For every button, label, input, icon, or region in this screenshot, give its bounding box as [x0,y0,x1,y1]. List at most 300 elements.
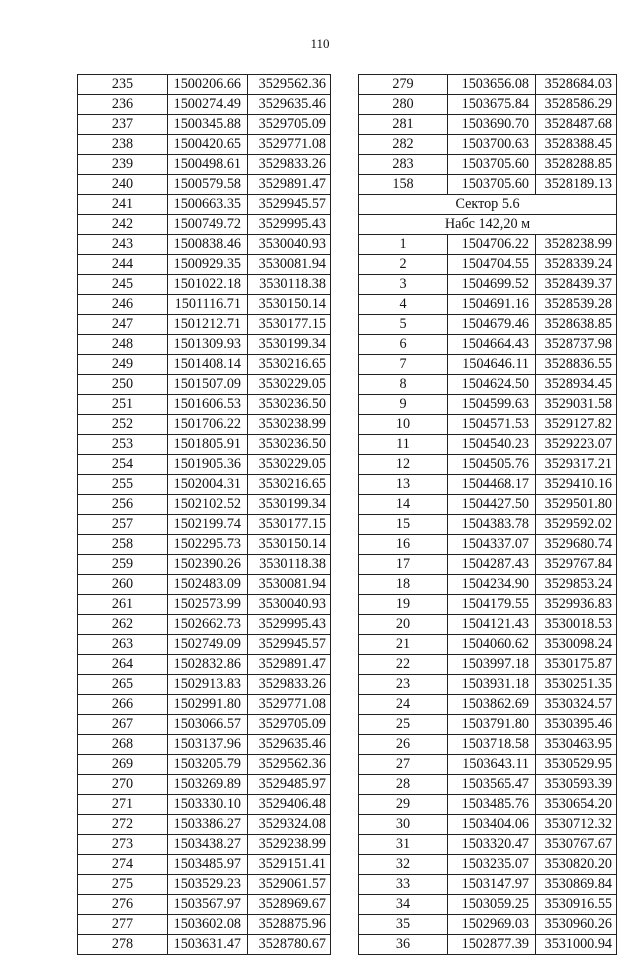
point-number: 264 [78,655,168,675]
sector-title: Сектор 5.6 [359,195,617,215]
point-number: 246 [78,295,168,315]
y-coordinate: 3530177.15 [248,315,331,335]
x-coordinate: 1503705.60 [448,175,536,195]
table-row [359,595,617,615]
y-coordinate: 3530238.99 [248,415,331,435]
point-number: 277 [78,915,168,935]
point-number: 257 [78,515,168,535]
x-coordinate: 1501905.36 [168,455,248,475]
table-row [78,295,331,315]
y-coordinate: 3528875.96 [248,915,331,935]
x-coordinate: 1503862.69 [448,695,536,715]
y-coordinate: 3530150.14 [248,295,331,315]
point-number: 2 [359,255,448,275]
table-row [78,235,331,255]
x-coordinate: 1504337.07 [448,535,536,555]
table-row [359,155,617,175]
point-number: 235 [78,75,168,95]
table-row [78,335,331,355]
x-coordinate: 1500274.49 [168,95,248,115]
table-row [359,635,617,655]
x-coordinate: 1502483.09 [168,575,248,595]
table-row [359,675,617,695]
y-coordinate: 3529945.57 [248,635,331,655]
y-coordinate: 3528737.98 [536,335,617,355]
y-coordinate: 3528288.85 [536,155,617,175]
table-row [359,95,617,115]
page-number: 110 [310,36,330,51]
point-number: 244 [78,255,168,275]
y-coordinate: 3530229.05 [248,375,331,395]
x-coordinate: 1503791.80 [448,715,536,735]
x-coordinate: 1503567.97 [168,895,248,915]
x-coordinate: 1502295.73 [168,535,248,555]
point-number: 273 [78,835,168,855]
table-row [78,255,331,275]
point-number: 29 [359,795,448,815]
x-coordinate: 1504234.90 [448,575,536,595]
sector-title-row [359,195,617,215]
y-coordinate: 3530712.32 [536,815,617,835]
point-number: 238 [78,135,168,155]
y-coordinate: 3529767.84 [536,555,617,575]
x-coordinate: 1503059.25 [448,895,536,915]
x-coordinate: 1501606.53 [168,395,248,415]
table-row [359,655,617,675]
point-number: 243 [78,235,168,255]
point-number: 20 [359,615,448,635]
point-number: 158 [359,175,448,195]
y-coordinate: 3529771.08 [248,135,331,155]
point-number: 5 [359,315,448,335]
table-row [359,455,617,475]
y-coordinate: 3529635.46 [248,735,331,755]
point-number: 275 [78,875,168,895]
table-row [359,615,617,635]
y-coordinate: 3529406.48 [248,795,331,815]
x-coordinate: 1500663.35 [168,195,248,215]
y-coordinate: 3529127.82 [536,415,617,435]
table-row [359,395,617,415]
x-coordinate: 1504540.23 [448,435,536,455]
table-row [78,835,331,855]
x-coordinate: 1500420.65 [168,135,248,155]
table-row [78,215,331,235]
y-coordinate: 3530118.38 [248,275,331,295]
y-coordinate: 3529061.57 [248,875,331,895]
y-coordinate: 3528539.28 [536,295,617,315]
point-number: 240 [78,175,168,195]
table-row [359,875,617,895]
x-coordinate: 1501408.14 [168,355,248,375]
y-coordinate: 3530820.20 [536,855,617,875]
point-number: 245 [78,275,168,295]
y-coordinate: 3529936.83 [536,595,617,615]
y-coordinate: 3530251.35 [536,675,617,695]
point-number: 24 [359,695,448,715]
point-number: 3 [359,275,448,295]
x-coordinate: 1504646.11 [448,355,536,375]
table-row [78,135,331,155]
x-coordinate: 1503602.08 [168,915,248,935]
y-coordinate: 3528934.45 [536,375,617,395]
point-number: 21 [359,635,448,655]
table-row [359,175,617,195]
y-coordinate: 3530236.50 [248,395,331,415]
coordinates-table-left [77,74,331,955]
x-coordinate: 1500345.88 [168,115,248,135]
y-coordinate: 3530199.34 [248,335,331,355]
x-coordinate: 1503718.58 [448,735,536,755]
table-row [359,335,617,355]
x-coordinate: 1503700.63 [448,135,536,155]
table-row [78,395,331,415]
y-coordinate: 3530216.65 [248,355,331,375]
y-coordinate: 3529317.21 [536,455,617,475]
y-coordinate: 3529995.43 [248,215,331,235]
table-row [78,935,331,955]
table-row [78,155,331,175]
table-row [359,275,617,295]
y-coordinate: 3529891.47 [248,175,331,195]
x-coordinate: 1502199.74 [168,515,248,535]
table-row [359,475,617,495]
x-coordinate: 1502749.09 [168,635,248,655]
x-coordinate: 1503675.84 [448,95,536,115]
x-coordinate: 1501022.18 [168,275,248,295]
x-coordinate: 1503330.10 [168,795,248,815]
y-coordinate: 3529031.58 [536,395,617,415]
x-coordinate: 1500929.35 [168,255,248,275]
x-coordinate: 1503235.07 [448,855,536,875]
point-number: 252 [78,415,168,435]
point-number: 4 [359,295,448,315]
table-row [359,75,617,95]
y-coordinate: 3529853.24 [536,575,617,595]
point-number: 279 [359,75,448,95]
y-coordinate: 3530199.34 [248,495,331,515]
x-coordinate: 1503485.76 [448,795,536,815]
point-number: 15 [359,515,448,535]
x-coordinate: 1503997.18 [448,655,536,675]
y-coordinate: 3528586.29 [536,95,617,115]
y-coordinate: 3529705.09 [248,715,331,735]
point-number: 263 [78,635,168,655]
point-number: 276 [78,895,168,915]
point-number: 35 [359,915,448,935]
y-coordinate: 3529833.26 [248,675,331,695]
x-coordinate: 1504679.46 [448,315,536,335]
y-coordinate: 3529485.97 [248,775,331,795]
table-row [78,95,331,115]
x-coordinate: 1503404.06 [448,815,536,835]
point-number: 248 [78,335,168,355]
point-number: 19 [359,595,448,615]
table-row [78,275,331,295]
table-row [78,815,331,835]
table-row [78,675,331,695]
table-row [359,555,617,575]
point-number: 253 [78,435,168,455]
point-number: 26 [359,735,448,755]
point-number: 271 [78,795,168,815]
table-row [359,795,617,815]
point-number: 236 [78,95,168,115]
x-coordinate: 1504699.52 [448,275,536,295]
y-coordinate: 3530395.46 [536,715,617,735]
point-number: 25 [359,715,448,735]
x-coordinate: 1504691.16 [448,295,536,315]
x-coordinate: 1503438.27 [168,835,248,855]
y-coordinate: 3529501.80 [536,495,617,515]
point-number: 250 [78,375,168,395]
table-row [78,315,331,335]
x-coordinate: 1504287.43 [448,555,536,575]
y-coordinate: 3528487.68 [536,115,617,135]
table-row [78,775,331,795]
y-coordinate: 3528189.13 [536,175,617,195]
point-number: 237 [78,115,168,135]
x-coordinate: 1504706.22 [448,235,536,255]
y-coordinate: 3530916.55 [536,895,617,915]
point-number: 13 [359,475,448,495]
y-coordinate: 3528439.37 [536,275,617,295]
y-coordinate: 3529833.26 [248,155,331,175]
point-number: 265 [78,675,168,695]
y-coordinate: 3530593.39 [536,775,617,795]
point-number: 14 [359,495,448,515]
y-coordinate: 3529324.08 [248,815,331,835]
y-coordinate: 3528684.03 [536,75,617,95]
x-coordinate: 1503066.57 [168,715,248,735]
point-number: 259 [78,555,168,575]
y-coordinate: 3530040.93 [248,595,331,615]
x-coordinate: 1503931.18 [448,675,536,695]
y-coordinate: 3530960.26 [536,915,617,935]
table-row [78,715,331,735]
x-coordinate: 1504468.17 [448,475,536,495]
x-coordinate: 1502573.99 [168,595,248,615]
point-number: 281 [359,115,448,135]
y-coordinate: 3530177.15 [248,515,331,535]
table-row [359,295,617,315]
table-row [78,695,331,715]
point-number: 22 [359,655,448,675]
point-number: 261 [78,595,168,615]
table-row [78,915,331,935]
point-number: 282 [359,135,448,155]
point-number: 33 [359,875,448,895]
coordinates-table-right [358,74,617,955]
x-coordinate: 1504427.50 [448,495,536,515]
table-row [78,375,331,395]
table-row [359,775,617,795]
x-coordinate: 1504179.55 [448,595,536,615]
y-coordinate: 3529635.46 [248,95,331,115]
table-row [78,595,331,615]
x-coordinate: 1500206.66 [168,75,248,95]
table-row [359,355,617,375]
point-number: 28 [359,775,448,795]
table-row [359,935,617,955]
y-coordinate: 3530229.05 [248,455,331,475]
point-number: 255 [78,475,168,495]
point-number: 283 [359,155,448,175]
x-coordinate: 1503631.47 [168,935,248,955]
x-coordinate: 1501116.71 [168,295,248,315]
x-coordinate: 1502969.03 [448,915,536,935]
x-coordinate: 1502662.73 [168,615,248,635]
table-row [78,475,331,495]
point-number: 249 [78,355,168,375]
point-number: 268 [78,735,168,755]
y-coordinate: 3529771.08 [248,695,331,715]
y-coordinate: 3530018.53 [536,615,617,635]
point-number: 260 [78,575,168,595]
point-number: 1 [359,235,448,255]
x-coordinate: 1503690.70 [448,115,536,135]
x-coordinate: 1501309.93 [168,335,248,355]
x-coordinate: 1504704.55 [448,255,536,275]
x-coordinate: 1501706.22 [168,415,248,435]
y-coordinate: 3530654.20 [536,795,617,815]
y-coordinate: 3530081.94 [248,255,331,275]
x-coordinate: 1504121.43 [448,615,536,635]
y-coordinate: 3530175.87 [536,655,617,675]
point-number: 32 [359,855,448,875]
x-coordinate: 1503137.96 [168,735,248,755]
table-row [359,755,617,775]
y-coordinate: 3530040.93 [248,235,331,255]
x-coordinate: 1503705.60 [448,155,536,175]
table-row [359,715,617,735]
table-row [78,355,331,375]
point-number: 278 [78,935,168,955]
y-coordinate: 3528388.45 [536,135,617,155]
y-coordinate: 3529592.02 [536,515,617,535]
x-coordinate: 1503565.47 [448,775,536,795]
table-row [78,655,331,675]
point-number: 12 [359,455,448,475]
point-number: 256 [78,495,168,515]
x-coordinate: 1503643.11 [448,755,536,775]
table-row [359,235,617,255]
point-number: 11 [359,435,448,455]
table-row [78,555,331,575]
table-row [359,375,617,395]
y-coordinate: 3529562.36 [248,75,331,95]
x-coordinate: 1503205.79 [168,755,248,775]
x-coordinate: 1501212.71 [168,315,248,335]
point-number: 274 [78,855,168,875]
table-row [78,75,331,95]
y-coordinate: 3530529.95 [536,755,617,775]
table-row [78,635,331,655]
x-coordinate: 1502877.39 [448,935,536,955]
table-row [359,415,617,435]
y-coordinate: 3528780.67 [248,935,331,955]
table-row [359,515,617,535]
x-coordinate: 1503656.08 [448,75,536,95]
table-row [359,115,617,135]
point-number: 27 [359,755,448,775]
point-number: 254 [78,455,168,475]
point-number: 241 [78,195,168,215]
table-row [78,895,331,915]
table-row [359,535,617,555]
table-row [78,535,331,555]
sector-depth-row [359,215,617,235]
y-coordinate: 3531000.94 [536,935,617,955]
x-coordinate: 1504505.76 [448,455,536,475]
point-number: 36 [359,935,448,955]
table-row [78,755,331,775]
point-number: 9 [359,395,448,415]
x-coordinate: 1500838.46 [168,235,248,255]
y-coordinate: 3530216.65 [248,475,331,495]
point-number: 258 [78,535,168,555]
x-coordinate: 1503320.47 [448,835,536,855]
table-row [78,195,331,215]
table-row [359,895,617,915]
table-row [359,135,617,155]
y-coordinate: 3530463.95 [536,735,617,755]
y-coordinate: 3529891.47 [248,655,331,675]
y-coordinate: 3529410.16 [536,475,617,495]
y-coordinate: 3529223.07 [536,435,617,455]
table-row [359,435,617,455]
point-number: 242 [78,215,168,235]
table-row [78,735,331,755]
y-coordinate: 3529995.43 [248,615,331,635]
y-coordinate: 3530118.38 [248,555,331,575]
table-row [359,255,617,275]
point-number: 262 [78,615,168,635]
x-coordinate: 1504664.43 [448,335,536,355]
y-coordinate: 3529151.41 [248,855,331,875]
y-coordinate: 3528339.24 [536,255,617,275]
x-coordinate: 1503529.23 [168,875,248,895]
y-coordinate: 3528969.67 [248,895,331,915]
point-number: 251 [78,395,168,415]
x-coordinate: 1502390.26 [168,555,248,575]
y-coordinate: 3528836.55 [536,355,617,375]
table-row [78,855,331,875]
y-coordinate: 3528638.85 [536,315,617,335]
left-table-body [78,75,331,955]
x-coordinate: 1504383.78 [448,515,536,535]
table-row [78,175,331,195]
x-coordinate: 1502832.86 [168,655,248,675]
x-coordinate: 1503269.89 [168,775,248,795]
y-coordinate: 3528238.99 [536,235,617,255]
table-row [359,695,617,715]
y-coordinate: 3529705.09 [248,115,331,135]
x-coordinate: 1502004.31 [168,475,248,495]
point-number: 269 [78,755,168,775]
table-row [78,875,331,895]
table-row [78,455,331,475]
table-row [78,495,331,515]
x-coordinate: 1500579.58 [168,175,248,195]
y-coordinate: 3529238.99 [248,835,331,855]
point-number: 34 [359,895,448,915]
table-row [359,815,617,835]
point-number: 8 [359,375,448,395]
table-row [359,915,617,935]
point-number: 31 [359,835,448,855]
x-coordinate: 1503485.97 [168,855,248,875]
